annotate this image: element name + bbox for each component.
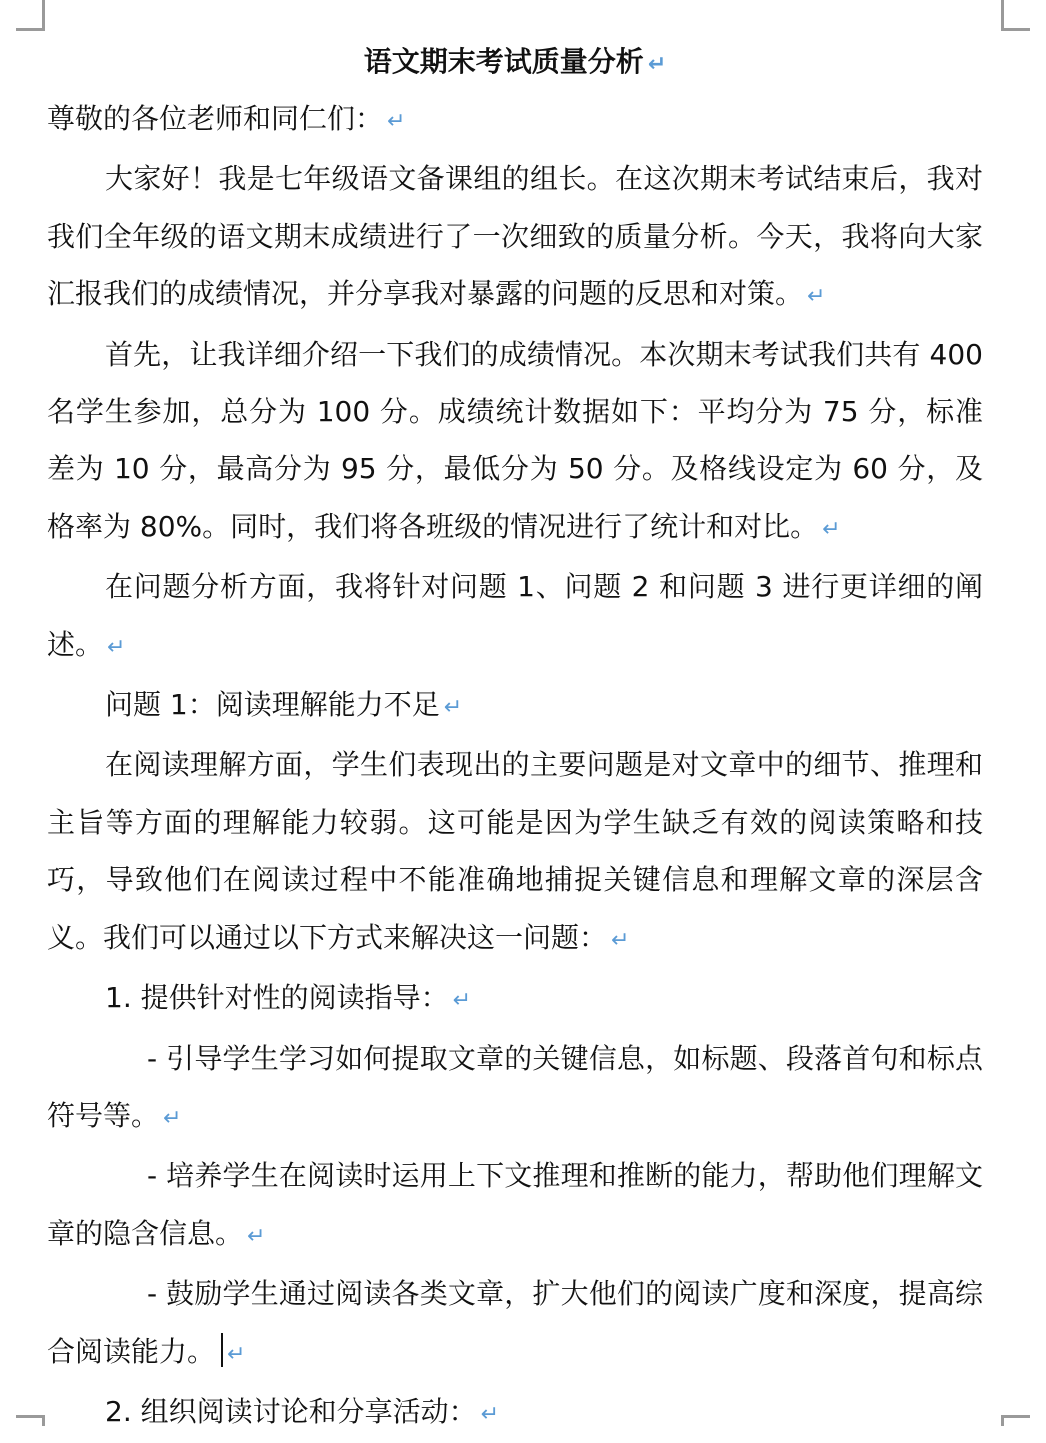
paragraph-mark-icon: ↵ [647, 52, 667, 77]
bullet-item-2: - 培养学生在阅读时运用上下文推理和推断的能力，帮助他们理解文章的隐含信息。 ↵ [47, 1159, 983, 1250]
greeting: 尊敬的各位老师和同仁们： ↵ [47, 102, 406, 135]
paragraph-mark-icon: ↵ [807, 284, 826, 310]
paragraph-mark-icon: ↵ [247, 1223, 266, 1249]
page-corner-top-right [1001, 0, 1030, 31]
paragraph-mark-icon: ↵ [163, 1105, 182, 1131]
list-item-2: 2. 组织阅读讨论和分享活动： ↵ [105, 1394, 500, 1428]
paragraph-reading: 在阅读理解方面，学生们表现出的主要问题是对文章中的细节、推理和主旨等方面的理解能力较弱。这可能是因为学生缺乏有效的阅读策略和技巧，导致他们在阅读过程中不能准确地捕捉关键信息和理解文章的深层含义。我们可以通过以下方式来解决这一问题： ↵ [47, 748, 983, 954]
document-title: 语文期末考试质量分析 ↵ [363, 45, 667, 78]
paragraph-mark-icon: ↵ [443, 695, 463, 721]
page-corner-bottom-right [1001, 1415, 1030, 1426]
text-cursor [221, 1333, 223, 1367]
page-corner-bottom-left [16, 1415, 45, 1426]
paragraph-mark-icon: ↵ [227, 1341, 246, 1367]
heading-problem-1: 问题 1：阅读理解能力不足 ↵ [105, 688, 463, 722]
list-item-1: 1. 提供针对性的阅读指导： ↵ [105, 981, 472, 1015]
paragraph-mark-icon: ↵ [480, 1401, 500, 1427]
paragraph-mark-icon: ↵ [107, 634, 126, 660]
page-corner-top-left [16, 0, 45, 31]
paragraph-mark-icon: ↵ [452, 988, 472, 1014]
paragraph-mark-icon: ↵ [822, 516, 841, 542]
paragraph-scores: 首先，让我详细介绍一下我们的成绩情况。本次期末考试我们共有 400 名学生参加，总分为 100 分。成绩统计数据如下：平均分为 75 分，标准差为 10 分，最高分为 95 分，最低分为 50 分。及格线设定为 60 分，及格率为 80%。同时，我们将各班级的情况进行了统计和对比。 ↵ [47, 337, 983, 543]
paragraph-intro: 大家好！我是七年级语文备课组的组长。在这次期末考试结束后，我对我们全年级的语文期末成绩进行了一次细致的质量分析。今天，我将向大家汇报我们的成绩情况，并分享我对暴露的问题的反思和对策。 ↵ [47, 162, 983, 311]
bullet-item-1: - 引导学生学习如何提取文章的关键信息，如标题、段落首句和标点符号等。 ↵ [47, 1041, 983, 1132]
paragraph-mark-icon: ↵ [387, 109, 406, 134]
paragraph-problem-analysis: 在问题分析方面，我将针对问题 1、问题 2 和问题 3 进行更详细的阐述。 ↵ [47, 570, 983, 661]
bullet-item-3: - 鼓励学生通过阅读各类文章，扩大他们的阅读广度和深度，提高综合阅读能力。 ↵ [47, 1277, 983, 1368]
document-page[interactable] [47, 34, 983, 1443]
paragraph-mark-icon: ↵ [611, 927, 630, 953]
